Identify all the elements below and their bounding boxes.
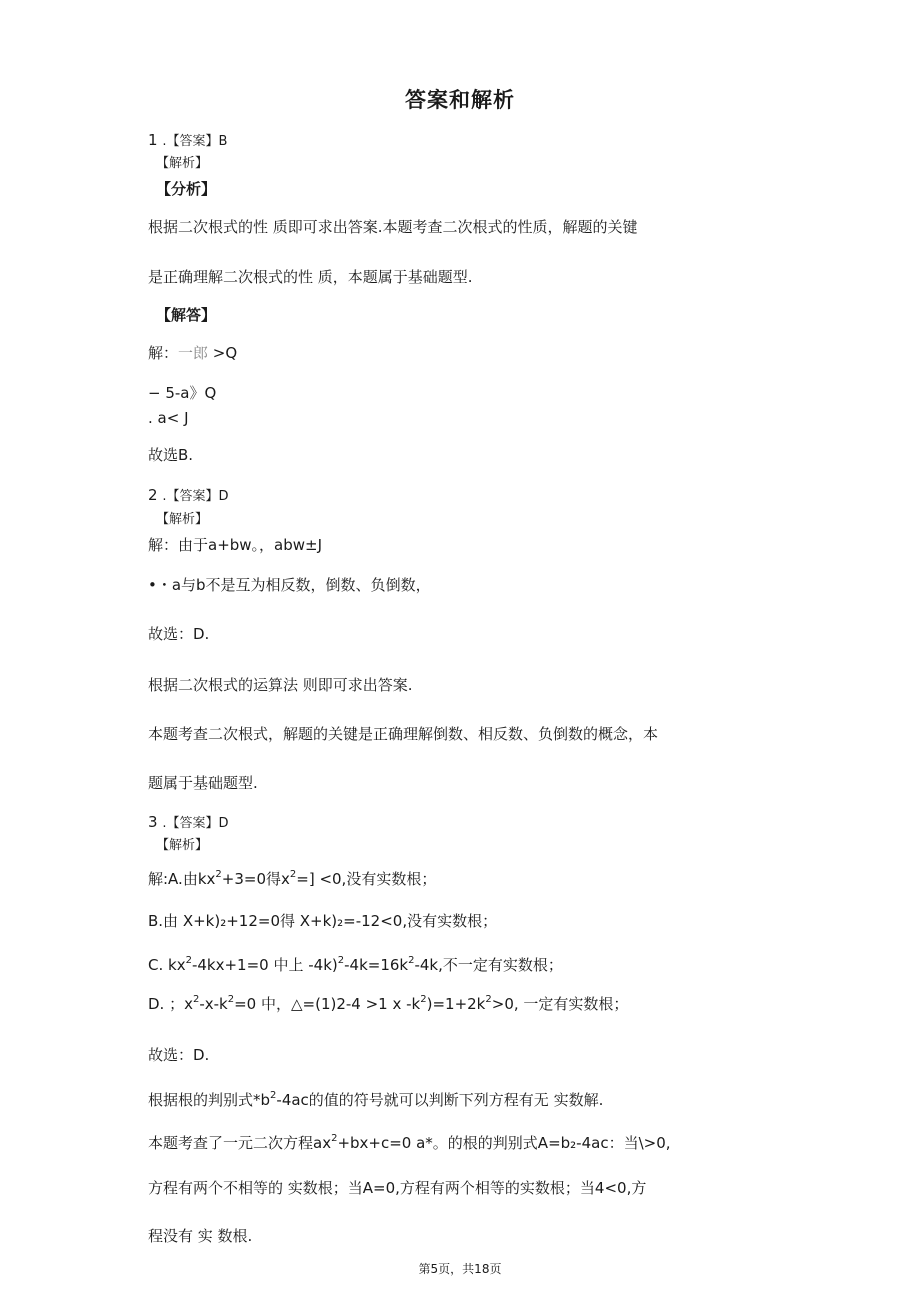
q3-c-sup: 2	[408, 955, 415, 966]
q3-c-part: -4kx+1=0 中上 -4k)	[191, 956, 338, 974]
q3-option-a	[148, 869, 436, 889]
q1-sol-prefix: 解：	[148, 344, 179, 362]
q2-text-1: 解：由于a+bw。，abw±J	[148, 536, 323, 554]
q1-text-2: 是正确理解二次根式的性 质，本题属于基础题型.	[148, 268, 473, 286]
q3-answer: .【答案】D	[162, 816, 229, 831]
q3-f-part: 本题考查了一元二次方程ax	[148, 1134, 332, 1152]
q1-sol-gray: 一郎	[178, 344, 209, 362]
q3-e-part: 根据根的判别式*b	[148, 1091, 271, 1109]
q3-d-part: -x-k	[199, 995, 228, 1013]
q2-conclusion: 故选：D.	[148, 625, 210, 643]
q3-text-h: 程没有 实 数根.	[148, 1227, 253, 1245]
q2-text-5: 题属于基础题型.	[148, 774, 258, 792]
q1-answer-line	[148, 130, 227, 152]
q2-answer-line	[148, 485, 228, 507]
q3-f-sup: 2	[331, 1133, 338, 1144]
q3-text-f	[148, 1133, 671, 1153]
q3-d-sup: 2	[420, 994, 427, 1005]
page-title: 答案和解析	[405, 88, 515, 112]
q3-a-part: +3=0得x	[221, 870, 290, 888]
q3-a-part: 解:A.由kx	[148, 870, 216, 888]
q3-c-part: C. kx	[148, 956, 186, 974]
q3-answer-line	[148, 812, 228, 834]
q3-conclusion: 故选：D.	[148, 1046, 210, 1064]
q3-d-part: >0, 一定有实数根；	[491, 995, 629, 1013]
q1-step-3: . a< J	[148, 409, 189, 427]
q1-number: 1	[148, 131, 158, 149]
q3-d-sup: 2	[485, 994, 492, 1005]
q3-d-sup: 2	[227, 994, 235, 1005]
q3-option-d	[148, 994, 628, 1014]
q1-jieda: 【解答】	[156, 306, 217, 324]
q1-analysis-tag: 【解析】	[156, 156, 209, 171]
q1-answer: .【答案】B	[162, 134, 228, 149]
q3-text-e	[148, 1090, 603, 1110]
q2-text-4: 本题考查二次根式，解题的关键是正确理解倒数、相反数、负倒数的概念，本	[148, 725, 659, 743]
q3-e-sup: 2	[270, 1090, 277, 1101]
q3-a-sup: 2	[215, 869, 222, 880]
q3-c-part: -4k,不一定有实数根；	[414, 956, 563, 974]
q3-c-sup: 2	[337, 955, 345, 966]
q3-a-part: =] <0,没有实数根；	[296, 870, 437, 888]
q3-option-c	[148, 955, 563, 975]
q3-text-g: 方程有两个不相等的 实数根；当A=0,方程有两个相等的实数根；当4<0,方	[148, 1179, 647, 1197]
q3-e-part: -4ac的值的符号就可以判断下列方程有无 实数解.	[276, 1091, 604, 1109]
q1-step-2: − 5-a》Q	[148, 384, 217, 402]
q2-analysis-tag: 【解析】	[156, 512, 209, 527]
q2-text-3: 根据二次根式的运算法 则即可求出答案.	[148, 676, 413, 694]
q2-text-2: •・a与b不是互为相反数，倒数、负倒数，	[148, 576, 431, 594]
q2-number: 2	[148, 486, 158, 504]
q1-solution-line	[148, 343, 237, 363]
q3-d-part: )=1+2k	[426, 995, 486, 1013]
q3-analysis-tag: 【解析】	[156, 838, 209, 853]
q3-c-part: -4k=16k	[344, 956, 409, 974]
q1-sol-suffix: >Q	[208, 344, 238, 362]
q3-a-sup: 2	[289, 869, 297, 880]
q3-d-part: D. ；x	[148, 995, 193, 1013]
q3-c-sup: 2	[185, 955, 192, 966]
q1-fenxi: 【分析】	[156, 180, 217, 198]
q3-number: 3	[148, 813, 158, 831]
q3-option-b: B.由 X+k)₂+12=0得 X+k)₂=-12<0,没有实数根；	[148, 912, 498, 930]
q3-d-sup: 2	[192, 994, 200, 1005]
q1-conclusion: 故选B.	[148, 446, 194, 464]
page-footer: 第5页，共18页	[418, 1262, 502, 1276]
q3-d-part: =0 中，△=(1)2-4 >1 x -k	[234, 995, 421, 1013]
q2-answer: .【答案】D	[162, 489, 229, 504]
q3-f-part: +bx+c=0 a*。的根的判别式A=b₂-4ac：当\>0,	[337, 1134, 671, 1152]
q1-text-1: 根据二次根式的性 质即可求出答案.本题考查二次根式的性质，解题的关键	[148, 218, 638, 236]
